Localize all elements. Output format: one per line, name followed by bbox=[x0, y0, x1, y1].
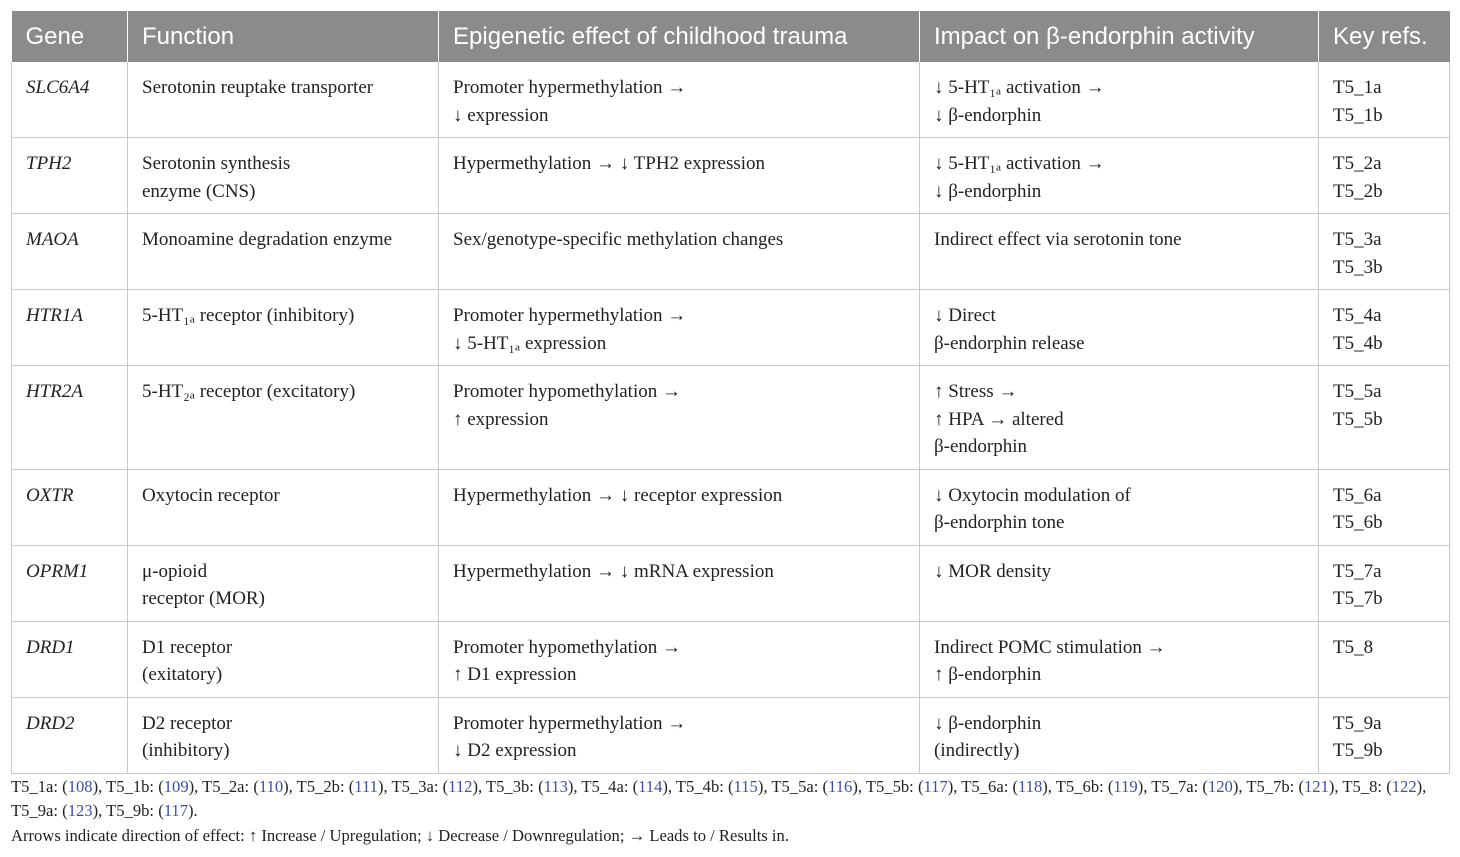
cell-impact bbox=[920, 545, 1319, 621]
footnote-ref-label: T5_1a: bbox=[11, 777, 63, 796]
reference-link[interactable]: 112 bbox=[448, 777, 473, 796]
reference-link[interactable]: 119 bbox=[1113, 777, 1138, 796]
cell-line: T5_6b bbox=[1333, 512, 1383, 533]
cell-function bbox=[128, 545, 439, 621]
footnote-ref-item: T5_5b: (117), bbox=[865, 777, 962, 796]
cell-line: ↓ β-endorphin bbox=[934, 180, 1042, 202]
cell-impact bbox=[920, 697, 1319, 773]
cell-epigenetic-effect bbox=[439, 366, 920, 470]
cell-epigenetic-effect bbox=[439, 469, 920, 545]
footnote-ref-item: T5_4b: (115), bbox=[675, 777, 772, 796]
table-row bbox=[12, 138, 1450, 214]
cell-line: (inhibitory) bbox=[142, 740, 230, 761]
cell-line: ↓ Oxytocin modulation of bbox=[934, 484, 1131, 506]
reference-link[interactable]: 117 bbox=[163, 801, 189, 820]
reference-link[interactable]: 108 bbox=[67, 777, 93, 796]
cell-line: T5_1a bbox=[1333, 77, 1382, 98]
cell-epigenetic-effect bbox=[439, 621, 920, 697]
cell-line: ↓ 5-HT₁ₐ activation → bbox=[934, 77, 1105, 98]
reference-link[interactable]: 111 bbox=[354, 777, 378, 796]
cell-line: Promoter hypomethylation → bbox=[453, 636, 681, 658]
table-row bbox=[12, 697, 1450, 773]
cell-line: 5-HT₁ₐ receptor (inhibitory) bbox=[142, 305, 355, 326]
cell-line: ↓ D2 expression bbox=[453, 740, 577, 761]
footnote-references bbox=[11, 775, 1451, 823]
cell-impact bbox=[920, 214, 1319, 290]
cell-key-refs bbox=[1319, 214, 1450, 290]
cell-key-refs bbox=[1319, 62, 1450, 138]
cell-line: Promoter hypermethylation → bbox=[453, 77, 687, 98]
footnote-ref-label: T5_8: bbox=[1342, 777, 1387, 796]
cell-impact bbox=[920, 62, 1319, 138]
footnote-ref-label: T5_2b: bbox=[296, 777, 349, 796]
cell-gene: OXTR bbox=[12, 469, 128, 545]
cell-line: ↓ β-endorphin bbox=[934, 712, 1042, 734]
table-row bbox=[12, 214, 1450, 290]
cell-line: 5-HT₂ₐ receptor (excitatory) bbox=[142, 381, 356, 402]
cell-epigenetic-effect bbox=[439, 545, 920, 621]
footnote-ref-item: T5_9a: (123), bbox=[11, 801, 107, 820]
cell-epigenetic-effect bbox=[439, 697, 920, 773]
cell-line: ↓ expression bbox=[453, 104, 549, 126]
cell-line: T5_2b bbox=[1333, 180, 1383, 202]
cell-line: Promoter hypermethylation → bbox=[453, 712, 687, 734]
footnote-ref-label: T5_6b: bbox=[1055, 777, 1108, 796]
reference-link[interactable]: 109 bbox=[163, 777, 189, 796]
cell-line: Monoamine degradation enzyme bbox=[142, 229, 393, 250]
cell-impact bbox=[920, 621, 1319, 697]
cell-line: T5_9a bbox=[1333, 712, 1382, 734]
reference-link[interactable]: 116 bbox=[828, 777, 853, 796]
cell-gene: DRD1 bbox=[12, 621, 128, 697]
cell-gene: SLC6A4 bbox=[12, 62, 128, 138]
table-body bbox=[12, 62, 1450, 773]
cell-line: β-endorphin tone bbox=[934, 512, 1065, 533]
cell-line: T5_7b bbox=[1333, 588, 1383, 609]
cell-epigenetic-effect bbox=[439, 62, 920, 138]
footnote-ref-item: T5_5a: (116), bbox=[771, 777, 866, 796]
cell-line: Serotonin reuptake transporter bbox=[142, 77, 374, 98]
footnote-ref-item: T5_7b: (121), bbox=[1246, 777, 1343, 796]
cell-line: T5_5b bbox=[1333, 408, 1383, 430]
footnote-ref-item: T5_7a: (120), bbox=[1151, 777, 1247, 796]
cell-line: ↓ 5-HT₁ₐ expression bbox=[453, 332, 607, 354]
cell-line: T5_3a bbox=[1333, 229, 1382, 250]
cell-line: D2 receptor bbox=[142, 712, 233, 734]
cell-key-refs bbox=[1319, 545, 1450, 621]
reference-link[interactable]: 113 bbox=[543, 777, 568, 796]
footnote-ref-item: T5_6a: (118), bbox=[961, 777, 1056, 796]
cell-line: ↓ Direct bbox=[934, 305, 996, 326]
table-row bbox=[12, 621, 1450, 697]
header-epigenetic-effect: Epigenetic effect of childhood trauma bbox=[439, 11, 920, 62]
cell-function bbox=[128, 62, 439, 138]
cell-line: Promoter hypermethylation → bbox=[453, 305, 687, 326]
table-row bbox=[12, 545, 1450, 621]
cell-key-refs bbox=[1319, 697, 1450, 773]
cell-key-refs bbox=[1319, 290, 1450, 366]
cell-epigenetic-effect bbox=[439, 290, 920, 366]
cell-gene: DRD2 bbox=[12, 697, 128, 773]
reference-link[interactable]: 120 bbox=[1207, 777, 1233, 796]
cell-impact bbox=[920, 366, 1319, 470]
table-header bbox=[12, 11, 1450, 62]
header-row bbox=[12, 11, 1450, 62]
footnote-ref-label: T5_4a: bbox=[581, 777, 633, 796]
cell-line: ↑ β-endorphin bbox=[934, 664, 1042, 685]
reference-link[interactable]: 114 bbox=[638, 777, 663, 796]
footnote-ref-label: T5_3b: bbox=[485, 777, 539, 796]
table-row bbox=[12, 469, 1450, 545]
cell-function bbox=[128, 469, 439, 545]
cell-line: (indirectly) bbox=[934, 740, 1020, 761]
reference-link[interactable]: 110 bbox=[258, 777, 284, 796]
cell-key-refs bbox=[1319, 366, 1450, 470]
cell-line: enzyme (CNS) bbox=[142, 180, 256, 202]
cell-line: T5_5a bbox=[1333, 381, 1382, 402]
cell-impact bbox=[920, 469, 1319, 545]
cell-line: ↓ MOR density bbox=[934, 560, 1052, 582]
table-container bbox=[11, 11, 1449, 774]
footnote-ref-label: T5_6a: bbox=[961, 777, 1013, 796]
reference-link[interactable]: 122 bbox=[1391, 777, 1417, 796]
cell-line: T5_6a bbox=[1333, 484, 1382, 506]
cell-key-refs bbox=[1319, 621, 1450, 697]
cell-line: Hypermethylation → ↓ TPH2 expression bbox=[453, 153, 766, 174]
cell-key-refs bbox=[1319, 138, 1450, 214]
header-key-refs: Key refs. bbox=[1319, 11, 1450, 62]
cell-line: Serotonin synthesis bbox=[142, 153, 291, 174]
cell-function bbox=[128, 697, 439, 773]
cell-line: (exitatory) bbox=[142, 664, 223, 685]
cell-gene: HTR2A bbox=[12, 366, 128, 470]
cell-gene: HTR1A bbox=[12, 290, 128, 366]
cell-line: D1 receptor bbox=[142, 636, 233, 658]
header-gene: Gene bbox=[12, 11, 128, 62]
cell-epigenetic-effect bbox=[439, 138, 920, 214]
cell-line: T5_7a bbox=[1333, 560, 1382, 582]
footnote-ref-label: T5_9b: bbox=[106, 801, 159, 820]
footnote-ref-item: T5_3b: (113), bbox=[485, 777, 582, 796]
cell-line: ↑ HPA → altered bbox=[934, 408, 1064, 430]
footnote-ref-label: T5_1b: bbox=[106, 777, 159, 796]
cell-function bbox=[128, 290, 439, 366]
cell-key-refs bbox=[1319, 469, 1450, 545]
cell-line: Sex/genotype-specific methylation changes bbox=[453, 229, 784, 250]
reference-link[interactable]: 115 bbox=[733, 777, 758, 796]
footnote-ref-item: T5_1a: (108), bbox=[11, 777, 107, 796]
cell-line: ↑ D1 expression bbox=[453, 664, 577, 685]
reference-link[interactable]: 123 bbox=[67, 801, 93, 820]
cell-line: ↑ Stress → bbox=[934, 381, 1018, 402]
header-impact: Impact on β-endorphin activity bbox=[920, 11, 1319, 62]
table-row bbox=[12, 62, 1450, 138]
cell-line: Promoter hypomethylation → bbox=[453, 381, 681, 402]
header-function: Function bbox=[128, 11, 439, 62]
table-row bbox=[12, 290, 1450, 366]
cell-function bbox=[128, 366, 439, 470]
cell-line: Hypermethylation → ↓ mRNA expression bbox=[453, 560, 774, 582]
cell-line: T5_1b bbox=[1333, 104, 1383, 126]
footnote-ref-label: T5_3a: bbox=[391, 777, 443, 796]
cell-line: ↓ β-endorphin bbox=[934, 104, 1042, 126]
footnote-ref-label: T5_9a: bbox=[11, 801, 63, 820]
cell-line: μ-opioid bbox=[142, 560, 208, 582]
reference-link[interactable]: 118 bbox=[1017, 777, 1043, 796]
reference-link[interactable]: 121 bbox=[1303, 777, 1329, 796]
cell-line: Hypermethylation → ↓ receptor expression bbox=[453, 484, 783, 506]
footnote-ref-item: T5_9b: (117). bbox=[106, 801, 198, 820]
cell-line: T5_4b bbox=[1333, 332, 1383, 354]
cell-line: receptor (MOR) bbox=[142, 588, 265, 609]
footnote-ref-item: T5_3a: (112), bbox=[391, 777, 486, 796]
table-row bbox=[12, 366, 1450, 470]
cell-impact bbox=[920, 290, 1319, 366]
footnote-ref-item: T5_8: (122), bbox=[1342, 777, 1427, 796]
cell-function bbox=[128, 138, 439, 214]
cell-line: ↓ 5-HT₁ₐ activation → bbox=[934, 153, 1105, 174]
cell-line: T5_3b bbox=[1333, 256, 1383, 278]
cell-epigenetic-effect bbox=[439, 214, 920, 290]
cell-gene: OPRM1 bbox=[12, 545, 128, 621]
cell-line: T5_2a bbox=[1333, 153, 1382, 174]
cell-gene: TPH2 bbox=[12, 138, 128, 214]
footnote-ref-item: T5_4a: (114), bbox=[581, 777, 676, 796]
cell-line: Indirect effect via serotonin tone bbox=[934, 229, 1182, 250]
cell-line: β-endorphin release bbox=[934, 332, 1085, 354]
cell-line: T5_8 bbox=[1333, 636, 1374, 658]
footnote-ref-label: T5_5a: bbox=[771, 777, 823, 796]
footnote-ref-label: T5_5b: bbox=[865, 777, 918, 796]
footnote-ref-label: T5_7b: bbox=[1246, 777, 1299, 796]
footnote-ref-item: T5_2b: (111), bbox=[296, 777, 392, 796]
footnote-ref-label: T5_7a: bbox=[1151, 777, 1203, 796]
footnote-ref-label: T5_2a: bbox=[202, 777, 254, 796]
footnote-arrows: Arrows indicate direction of effect: ↑ Increase / Upregulation; ↓ Decrease / Downregulation; → Leads to / Results in. bbox=[11, 826, 789, 845]
footnote-ref-item: T5_2a: (110), bbox=[202, 777, 297, 796]
cell-line: Oxytocin receptor bbox=[142, 484, 280, 506]
gene-table bbox=[11, 11, 1450, 774]
cell-function bbox=[128, 214, 439, 290]
cell-function bbox=[128, 621, 439, 697]
cell-line: T5_4a bbox=[1333, 305, 1382, 326]
footnote-ref-item: T5_1b: (109), bbox=[106, 777, 203, 796]
cell-impact bbox=[920, 138, 1319, 214]
footnote-ref-label: T5_4b: bbox=[675, 777, 729, 796]
cell-line: ↑ expression bbox=[453, 408, 549, 430]
cell-line: Indirect POMC stimulation → bbox=[934, 636, 1166, 658]
cell-line: β-endorphin bbox=[934, 436, 1028, 457]
reference-link[interactable]: 117 bbox=[923, 777, 948, 796]
cell-gene: MAOA bbox=[12, 214, 128, 290]
cell-line: T5_9b bbox=[1333, 740, 1383, 761]
footnote-ref-item: T5_6b: (119), bbox=[1055, 777, 1152, 796]
